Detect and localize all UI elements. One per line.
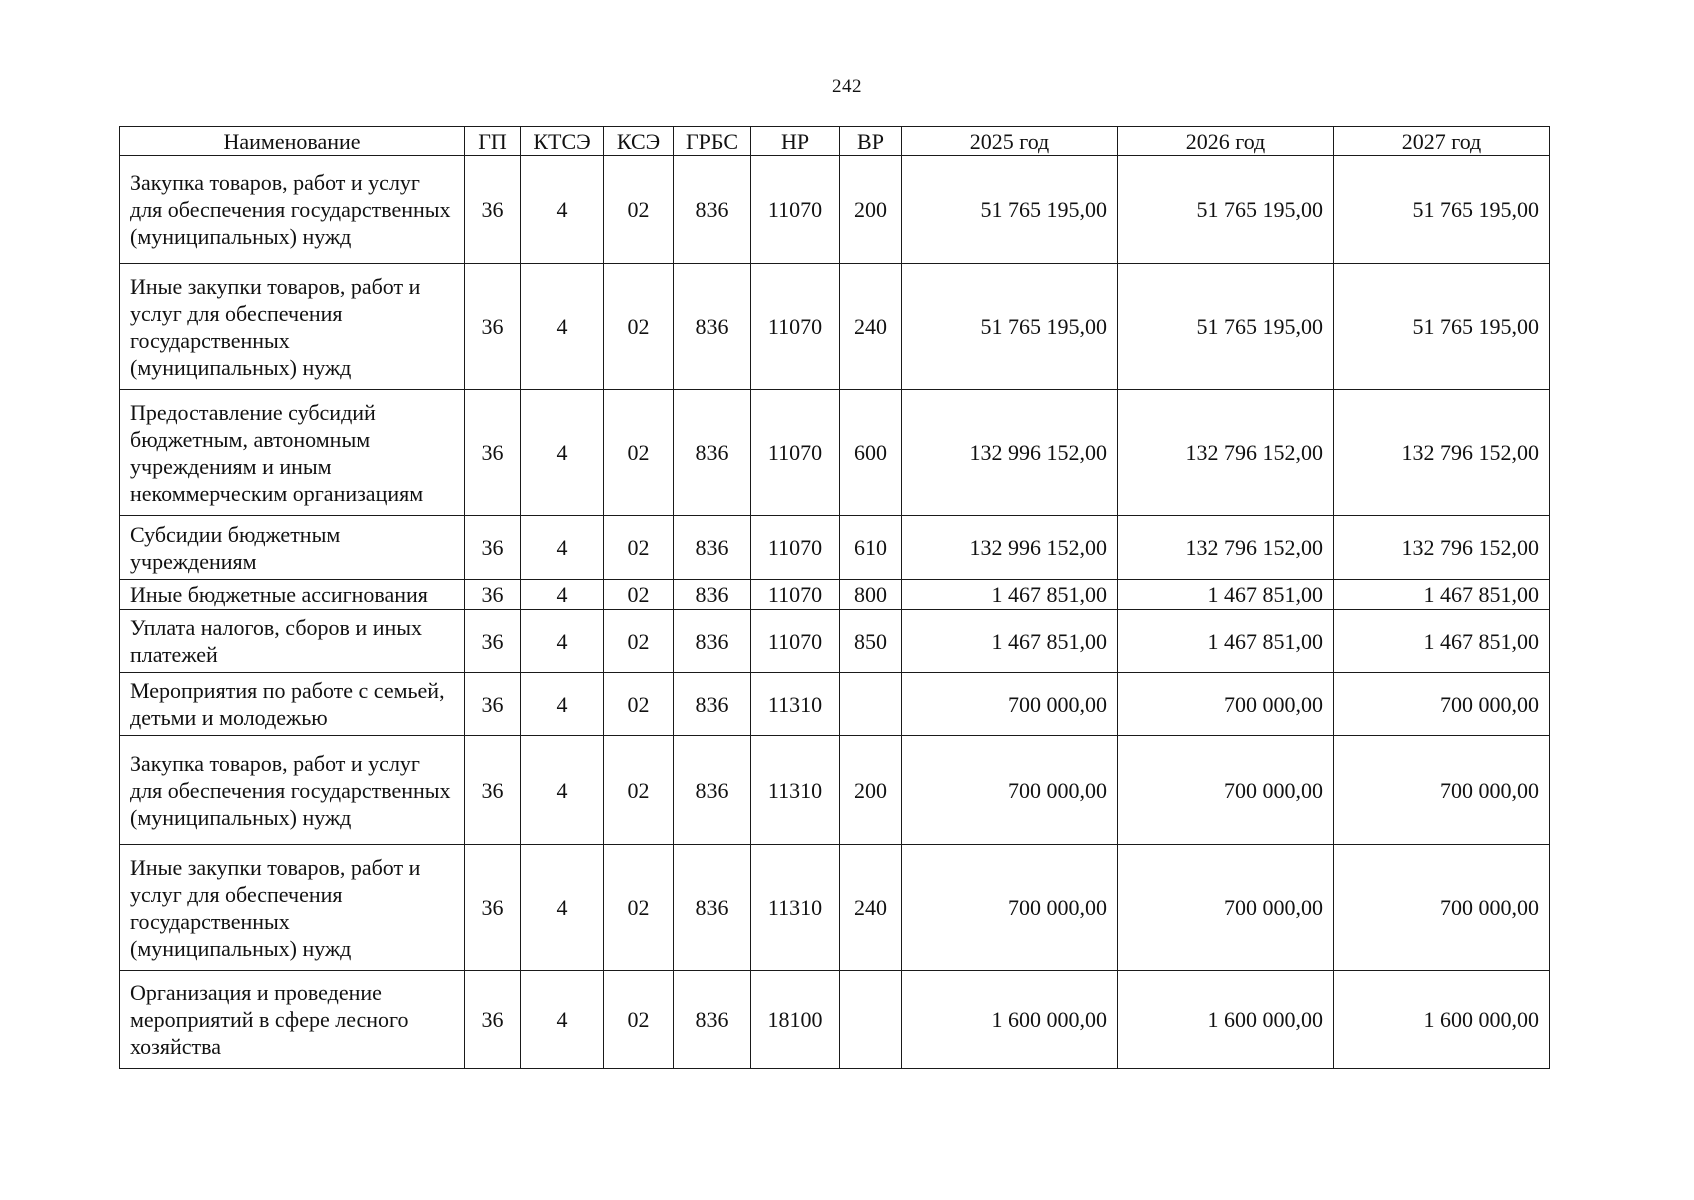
cell-vr: [840, 971, 902, 1069]
header-kse: КСЭ: [604, 127, 674, 156]
cell-kse: 02: [604, 264, 674, 390]
cell-2026: 1 467 851,00: [1118, 610, 1334, 673]
cell-ktse: 4: [521, 264, 604, 390]
cell-vr: 610: [840, 516, 902, 580]
cell-kse: 02: [604, 971, 674, 1069]
cell-kse: 02: [604, 390, 674, 516]
cell-2027: 700 000,00: [1334, 673, 1550, 736]
header-grbs: ГРБС: [674, 127, 751, 156]
cell-nr: 11070: [751, 516, 840, 580]
header-2026: 2026 год: [1118, 127, 1334, 156]
table-header: [120, 127, 1550, 156]
cell-2026: 132 796 152,00: [1118, 516, 1334, 580]
table-row: [120, 736, 1550, 845]
header-vr: ВР: [840, 127, 902, 156]
cell-2026: 51 765 195,00: [1118, 156, 1334, 264]
cell-grbs: 836: [674, 264, 751, 390]
table-row: [120, 580, 1550, 610]
cell-gp: 36: [465, 390, 521, 516]
cell-ktse: 4: [521, 390, 604, 516]
cell-vr: 240: [840, 845, 902, 971]
cell-2025: 1 467 851,00: [902, 610, 1118, 673]
cell-2025: 700 000,00: [902, 845, 1118, 971]
cell-name: Закупка товаров, работ и услуг для обеспечения государственных (муниципальных) нужд: [120, 736, 465, 845]
cell-grbs: 836: [674, 971, 751, 1069]
cell-nr: 11310: [751, 673, 840, 736]
cell-2026: 1 600 000,00: [1118, 971, 1334, 1069]
table-row: [120, 390, 1550, 516]
table-body: [120, 156, 1550, 1069]
cell-ktse: 4: [521, 580, 604, 610]
cell-2025: 700 000,00: [902, 736, 1118, 845]
cell-name: Предоставление субсидий бюджетным, автономным учреждениям и иным некоммерческим организациям: [120, 390, 465, 516]
cell-name: Закупка товаров, работ и услуг для обеспечения государственных (муниципальных) нужд: [120, 156, 465, 264]
table-row: [120, 673, 1550, 736]
table-row: [120, 971, 1550, 1069]
cell-name: Субсидии бюджетным учреждениям: [120, 516, 465, 580]
cell-gp: 36: [465, 673, 521, 736]
cell-2027: 51 765 195,00: [1334, 156, 1550, 264]
cell-nr: 11070: [751, 580, 840, 610]
page-number: 242: [832, 76, 862, 97]
budget-table: [119, 126, 1550, 1069]
cell-kse: 02: [604, 736, 674, 845]
cell-kse: 02: [604, 845, 674, 971]
header-ktse: КТСЭ: [521, 127, 604, 156]
header-2025: 2025 год: [902, 127, 1118, 156]
cell-ktse: 4: [521, 516, 604, 580]
cell-vr: 850: [840, 610, 902, 673]
cell-vr: 600: [840, 390, 902, 516]
header-2027: 2027 год: [1334, 127, 1550, 156]
cell-2025: 1 600 000,00: [902, 971, 1118, 1069]
table-row: [120, 845, 1550, 971]
cell-kse: 02: [604, 156, 674, 264]
cell-2025: 700 000,00: [902, 673, 1118, 736]
cell-ktse: 4: [521, 673, 604, 736]
cell-2026: 700 000,00: [1118, 736, 1334, 845]
cell-grbs: 836: [674, 610, 751, 673]
cell-name: Иные бюджетные ассигнования: [120, 580, 465, 610]
cell-grbs: 836: [674, 516, 751, 580]
cell-2027: 700 000,00: [1334, 845, 1550, 971]
cell-2025: 132 996 152,00: [902, 516, 1118, 580]
cell-2027: 1 467 851,00: [1334, 580, 1550, 610]
cell-ktse: 4: [521, 610, 604, 673]
cell-name: Организация и проведение мероприятий в сфере лесного хозяйства: [120, 971, 465, 1069]
cell-2027: 51 765 195,00: [1334, 264, 1550, 390]
cell-nr: 11070: [751, 264, 840, 390]
cell-gp: 36: [465, 156, 521, 264]
cell-2027: 132 796 152,00: [1334, 390, 1550, 516]
cell-gp: 36: [465, 736, 521, 845]
cell-name: Мероприятия по работе с семьей, детьми и молодежью: [120, 673, 465, 736]
cell-vr: 240: [840, 264, 902, 390]
header-nr: НР: [751, 127, 840, 156]
cell-ktse: 4: [521, 736, 604, 845]
cell-2025: 132 996 152,00: [902, 390, 1118, 516]
cell-gp: 36: [465, 845, 521, 971]
cell-2027: 700 000,00: [1334, 736, 1550, 845]
header-name: Наименование: [120, 127, 465, 156]
cell-2026: 51 765 195,00: [1118, 264, 1334, 390]
cell-grbs: 836: [674, 845, 751, 971]
header-gp: ГП: [465, 127, 521, 156]
cell-2025: 51 765 195,00: [902, 156, 1118, 264]
cell-grbs: 836: [674, 580, 751, 610]
cell-2027: 1 467 851,00: [1334, 610, 1550, 673]
cell-name: Иные закупки товаров, работ и услуг для обеспечения государственных (муниципальных) нужд: [120, 264, 465, 390]
cell-nr: 11310: [751, 845, 840, 971]
cell-gp: 36: [465, 971, 521, 1069]
cell-gp: 36: [465, 580, 521, 610]
table-row: [120, 156, 1550, 264]
cell-vr: 200: [840, 156, 902, 264]
cell-gp: 36: [465, 264, 521, 390]
cell-2027: 132 796 152,00: [1334, 516, 1550, 580]
cell-name: Уплата налогов, сборов и иных платежей: [120, 610, 465, 673]
cell-grbs: 836: [674, 156, 751, 264]
cell-vr: [840, 673, 902, 736]
table-row: [120, 610, 1550, 673]
cell-nr: 11070: [751, 610, 840, 673]
table-row: [120, 516, 1550, 580]
cell-nr: 11070: [751, 156, 840, 264]
cell-2027: 1 600 000,00: [1334, 971, 1550, 1069]
cell-2026: 700 000,00: [1118, 673, 1334, 736]
cell-gp: 36: [465, 610, 521, 673]
cell-kse: 02: [604, 580, 674, 610]
cell-grbs: 836: [674, 390, 751, 516]
cell-ktse: 4: [521, 156, 604, 264]
cell-gp: 36: [465, 516, 521, 580]
cell-kse: 02: [604, 516, 674, 580]
header-row: [120, 127, 1550, 156]
cell-kse: 02: [604, 673, 674, 736]
cell-nr: 11070: [751, 390, 840, 516]
cell-2025: 1 467 851,00: [902, 580, 1118, 610]
cell-2026: 700 000,00: [1118, 845, 1334, 971]
cell-ktse: 4: [521, 971, 604, 1069]
cell-nr: 11310: [751, 736, 840, 845]
cell-grbs: 836: [674, 673, 751, 736]
cell-kse: 02: [604, 610, 674, 673]
cell-2025: 51 765 195,00: [902, 264, 1118, 390]
cell-ktse: 4: [521, 845, 604, 971]
cell-vr: 800: [840, 580, 902, 610]
cell-grbs: 836: [674, 736, 751, 845]
cell-2026: 132 796 152,00: [1118, 390, 1334, 516]
cell-vr: 200: [840, 736, 902, 845]
cell-name: Иные закупки товаров, работ и услуг для обеспечения государственных (муниципальных) нужд: [120, 845, 465, 971]
cell-nr: 18100: [751, 971, 840, 1069]
table-row: [120, 264, 1550, 390]
cell-2026: 1 467 851,00: [1118, 580, 1334, 610]
